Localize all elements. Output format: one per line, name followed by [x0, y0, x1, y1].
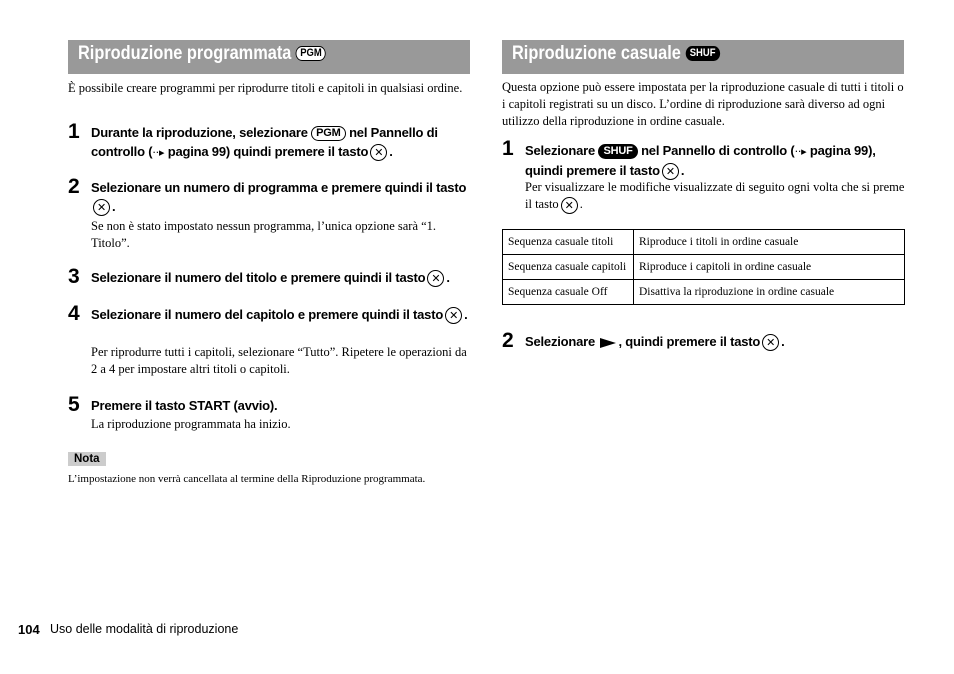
step-text: Selezionare SHUF nel Pannello di controllo (··▸ pagina 99), quindi premere il tasto ✕ .: [525, 143, 876, 179]
step-note: Se non è stato impostato nessun programma, l’unica opzione sarà “1. Titolo”.: [91, 219, 437, 250]
step-text: Selezionare il numero del capitolo e premere quindi il tasto ✕ .: [91, 307, 468, 323]
shuffle-modes-table: [502, 229, 905, 305]
table-cell: Disattiva la riproduzione in ordine casuale: [634, 280, 905, 305]
table-cell: Riproduce i capitoli in ordine casuale: [634, 255, 905, 280]
step-number: 1: [502, 137, 514, 160]
table-row: [503, 255, 905, 280]
cross-button-icon: ✕: [561, 197, 578, 214]
footer-section: Uso delle modalità di riproduzione: [50, 622, 239, 636]
step-number: 4: [68, 302, 80, 325]
table-row: [503, 280, 905, 305]
section-title: Riproduzione casuale: [512, 43, 681, 64]
section-header-programmed: [68, 40, 470, 74]
table-cell: Sequenza casuale capitoli: [503, 255, 634, 280]
step-text: Selezionare , quindi premere il tasto ✕ .: [525, 334, 785, 350]
arrow-icon: ··▸: [794, 145, 807, 158]
section-header-shuffle: [502, 40, 904, 74]
intro-text: Questa opzione può essere impostata per la riproduzione casuale di tutti i titoli o i capitoli registrati su un disco. L’ordine di riproduzione sarà diverso ad ogni utilizzo della riproduzione in ordine casuale.: [502, 80, 904, 128]
step-note: Per visualizzare le modifiche visualizzate di seguito ogni volta che si preme il tasto ✕ .: [525, 180, 905, 212]
cross-button-icon: ✕: [662, 163, 679, 180]
step-text: Selezionare un numero di programma e premere quindi il tasto✕ .: [91, 180, 467, 215]
note-text: L’impostazione non verrà cancellata al termine della Riproduzione programmata.: [68, 473, 426, 485]
step-text: Premere il tasto START (avvio).: [91, 398, 278, 413]
page-number: 104: [18, 622, 40, 637]
play-icon: [600, 338, 616, 348]
shuf-badge: SHUF: [685, 46, 719, 61]
cross-button-icon: ✕: [762, 334, 779, 351]
step-number: 5: [68, 393, 80, 416]
arrow-icon: ··▸: [152, 146, 165, 159]
intro-text: È possibile creare programmi per riprodurre titoli e capitoli in qualsiasi ordine.: [68, 81, 463, 95]
pgm-icon: PGM: [311, 126, 345, 141]
step-number: 2: [502, 329, 514, 352]
step-note: Per riprodurre tutti i capitoli, selezionare “Tutto”. Ripetere le operazioni da 2 a 4 per impostare altri titoli o capitoli.: [91, 345, 467, 376]
cross-button-icon: ✕: [370, 144, 387, 161]
pgm-badge: PGM: [296, 46, 326, 61]
section-title: Riproduzione programmata: [78, 43, 292, 64]
step-number: 3: [68, 265, 80, 288]
table-row: [503, 230, 905, 255]
step-note: La riproduzione programmata ha inizio.: [91, 417, 291, 431]
cross-button-icon: ✕: [427, 270, 444, 287]
shuf-icon: SHUF: [598, 144, 637, 159]
note-label: Nota: [68, 452, 106, 466]
table-cell: Sequenza casuale titoli: [503, 230, 634, 255]
step-text: Selezionare il numero del titolo e premere quindi il tasto ✕ .: [91, 270, 450, 286]
table-cell: Riproduce i titoli in ordine casuale: [634, 230, 905, 255]
table-cell: Sequenza casuale Off: [503, 280, 634, 305]
cross-button-icon: ✕: [93, 199, 110, 216]
step-text: Durante la riproduzione, selezionare PGM nel Pannello di controllo (··▸ pagina 99) quindi premere il tasto ✕ .: [91, 125, 438, 160]
step-number: 1: [68, 120, 80, 143]
step-number: 2: [68, 175, 80, 198]
cross-button-icon: ✕: [445, 307, 462, 324]
